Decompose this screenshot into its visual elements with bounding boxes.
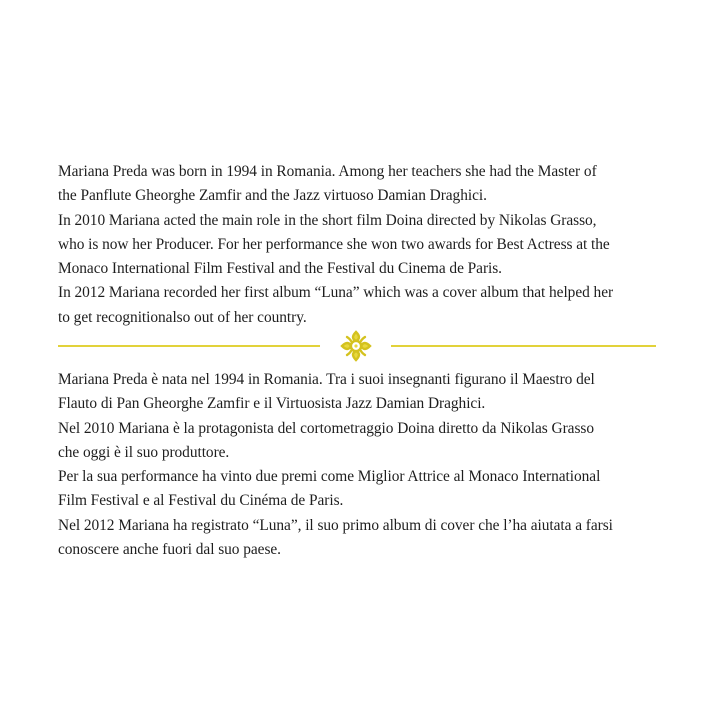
english-line: In 2010 Mariana acted the main role in the short film Doina directed by Nikolas Grasso,: [58, 211, 597, 229]
english-line: Mariana Preda was born in 1994 in Romania. Among her teachers she had the Master of: [58, 163, 597, 180]
english-line: In 2012 Mariana recorded her first album “Luna” which was a cover album that helped her: [58, 284, 614, 302]
italian-line: Nel 2010 Mariana è la protagonista del cortometraggio Doina diretto da Nikolas Grasso: [58, 419, 594, 437]
english-line: to get recognitionalso out of her country.: [58, 308, 307, 326]
italian-line: Film Festival e al Festival du Cinéma de Paris.: [58, 492, 344, 510]
italian-biography: [58, 368, 658, 562]
italian-line: Nel 2012 Mariana ha registrato “Luna”, il suo primo album di cover che l’ha aiutata a farsi: [58, 516, 613, 534]
ornamental-divider: [58, 330, 656, 362]
italian-line: Mariana Preda è nata nel 1994 in Romania. Tra i suoi insegnanti figurano il Maestro del: [58, 371, 595, 388]
english-line: Monaco International Film Festival and the Festival du Cinema de Paris.: [58, 260, 502, 278]
italian-line: Flauto di Pan Gheorghe Zamfir e il Virtuosista Jazz Damian Draghici.: [58, 395, 486, 413]
divider-rule-right: [391, 345, 656, 347]
italian-line: conoscere anche fuori dal suo paese.: [58, 541, 281, 559]
italian-line: che oggi è il suo produttore.: [58, 443, 230, 461]
divider-rule-left: [58, 345, 320, 347]
english-line: who is now her Producer. For her performance she won two awards for Best Actress at the: [58, 235, 610, 253]
italian-line: Per la sua performance ha vinto due premi come Miglior Attrice al Monaco International: [58, 468, 601, 486]
english-biography: [58, 160, 658, 330]
english-line: the Panflute Gheorghe Zamfir and the Jazz virtuoso Damian Draghici.: [58, 187, 487, 205]
gold-flourish-icon: [340, 330, 372, 362]
